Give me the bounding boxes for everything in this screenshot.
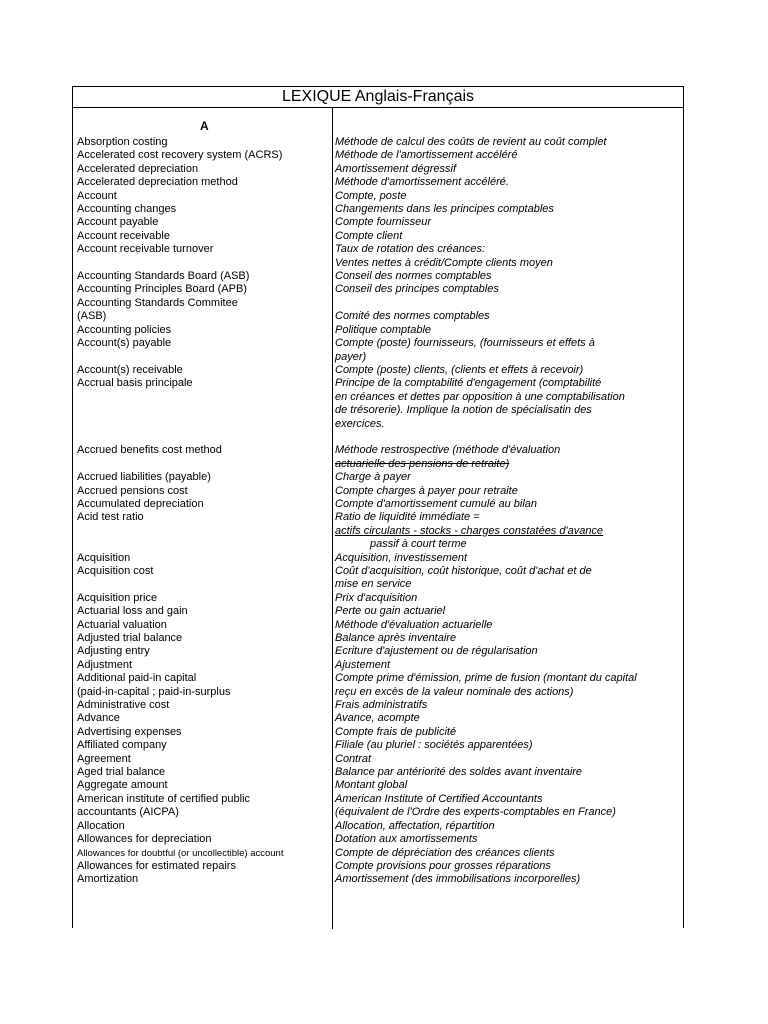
french-translation-line: actifs circulants - stocks - charges constatées d'avance xyxy=(335,524,604,537)
lexicon-entry xyxy=(73,793,683,820)
french-translation xyxy=(332,726,683,739)
english-term-line: Allowances for doubtful (or uncollectible) account xyxy=(77,847,284,859)
english-term-line: Acquisition cost xyxy=(77,564,154,577)
english-term xyxy=(73,337,332,364)
french-translation-line: Changements dans les principes comptables xyxy=(335,203,554,216)
english-term xyxy=(73,632,332,645)
french-translation-line: en créances et dettes par opposition à une comptabilisation xyxy=(335,390,625,403)
english-term xyxy=(73,833,332,846)
french-translation xyxy=(332,190,683,203)
french-translation xyxy=(332,712,683,725)
english-term xyxy=(73,230,332,243)
english-term-line: Allowances for estimated repairs xyxy=(77,859,236,872)
english-term-line xyxy=(77,404,332,417)
english-term-line: Acquisition price xyxy=(77,591,158,604)
english-term-line: Accelerated depreciation method xyxy=(77,176,238,189)
english-term-line: Account xyxy=(77,189,117,202)
french-translation xyxy=(332,592,683,605)
english-term-line: Agreement xyxy=(77,752,131,765)
lexicon-entry xyxy=(73,779,683,792)
english-term xyxy=(73,726,332,739)
english-term xyxy=(73,190,332,203)
lexicon-entry xyxy=(73,847,683,860)
english-term xyxy=(73,243,332,270)
entry-list xyxy=(73,136,683,887)
english-term-line xyxy=(77,458,332,471)
lexicon-entry xyxy=(73,605,683,618)
lexicon-entry xyxy=(73,176,683,189)
french-translation-line: Balance après inventaire xyxy=(335,632,457,645)
french-translation-line: Compte charges à payer pour retraite xyxy=(335,484,518,497)
french-translation-line: Charge à payer xyxy=(335,471,411,484)
french-translation-line: Perte ou gain actuariel xyxy=(335,605,446,618)
lexicon-entry xyxy=(73,136,683,149)
lexicon-entry xyxy=(73,324,683,337)
lexicon-entry xyxy=(73,833,683,846)
english-term-line: Acid test ratio xyxy=(77,511,144,524)
lexicon-entry xyxy=(73,726,683,739)
english-term xyxy=(73,565,332,592)
french-translation xyxy=(332,498,683,511)
english-term-line: Accelerated depreciation xyxy=(77,162,199,175)
french-translation-line: Avance, acompte xyxy=(335,712,420,725)
english-term-line: Account payable xyxy=(77,216,159,229)
french-translation-line: Acquisition, investissement xyxy=(335,551,468,564)
english-term-line: American institute of certified public xyxy=(77,792,251,805)
french-translation-line: Conseil des principes comptables xyxy=(335,283,499,296)
french-translation xyxy=(332,873,683,886)
french-translation-line: Comité des normes comptables xyxy=(335,310,490,323)
lexicon-entry xyxy=(73,699,683,712)
french-translation-line: Prix d'acquisition xyxy=(335,591,418,604)
english-term xyxy=(73,552,332,565)
lexicon-entry xyxy=(73,163,683,176)
english-term-line: Accounting changes xyxy=(77,203,177,216)
english-term xyxy=(73,779,332,792)
french-translation xyxy=(332,324,683,337)
french-translation xyxy=(332,779,683,792)
english-term xyxy=(73,659,332,672)
french-translation-line: Amortissement (des immobilisations incorporelles) xyxy=(335,873,581,886)
lexicon-entry xyxy=(73,712,683,725)
english-term-line: Account receivable xyxy=(77,229,170,242)
english-term-line: Acquisition xyxy=(77,551,131,564)
english-term-line: Amortization xyxy=(77,873,139,886)
english-term-line: Accounting Standards Board (ASB) xyxy=(77,270,250,283)
english-term xyxy=(73,163,332,176)
english-term-line: Accrued benefits cost method xyxy=(77,444,222,457)
lexicon-table xyxy=(72,86,684,928)
english-term xyxy=(73,672,332,699)
french-translation-line: Compte d'amortissement cumulé au bilan xyxy=(335,497,538,510)
french-translation xyxy=(332,552,683,565)
english-term-line: Accrual basis principale xyxy=(77,377,193,390)
french-translation xyxy=(332,632,683,645)
english-term-line: Advertising expenses xyxy=(77,725,182,738)
french-translation-line: Filiale (au pluriel : sociétés apparentées) xyxy=(335,739,533,752)
english-term-line xyxy=(77,578,332,591)
french-translation xyxy=(332,847,683,860)
french-translation-line: actuarielle des pensions de retraite) xyxy=(335,457,510,470)
french-translation-line: Compte frais de publicité xyxy=(335,725,457,738)
lexicon-entry xyxy=(73,283,683,296)
french-translation-line: Ventes nettes à crédit/Compte clients moyen xyxy=(335,256,553,269)
english-term-line: Aged trial balance xyxy=(77,766,166,779)
lexicon-entry xyxy=(73,337,683,364)
lexicon-entry xyxy=(73,820,683,833)
french-translation-line: payer) xyxy=(335,350,367,363)
english-term xyxy=(73,860,332,873)
english-term-line xyxy=(77,538,332,551)
french-translation-line: de trésorerie). Implique la notion de spécialisatin des xyxy=(335,404,592,417)
english-term-line: Adjustment xyxy=(77,658,133,671)
lexicon-entry xyxy=(73,297,683,324)
french-translation xyxy=(332,753,683,766)
french-translation-line: reçu en excès de la valeur nominale des actions) xyxy=(335,685,574,698)
french-translation xyxy=(332,565,683,592)
english-term xyxy=(73,377,332,431)
french-translation-line: Compte prime d'émission, prime de fusion (montant du capital xyxy=(335,672,637,685)
french-translation-line: Ratio de liquidité immédiate = xyxy=(335,511,480,524)
lexicon-entry xyxy=(73,364,683,377)
french-translation-line: Amortissement dégressif xyxy=(335,162,457,175)
french-translation-line: Politique comptable xyxy=(335,323,432,336)
english-term-line: Actuarial valuation xyxy=(77,618,167,631)
lexicon-entry xyxy=(73,444,683,471)
english-term-line xyxy=(77,351,332,364)
lexicon-entry xyxy=(73,471,683,484)
french-translation xyxy=(332,149,683,162)
french-translation xyxy=(332,672,683,699)
english-term xyxy=(73,645,332,658)
english-term-line: Advance xyxy=(77,712,120,725)
english-term xyxy=(73,324,332,337)
english-term-line: Adjusted trial balance xyxy=(77,632,183,645)
french-translation xyxy=(332,739,683,752)
english-term-line: Allocation xyxy=(77,819,125,832)
lexicon-entry xyxy=(73,377,683,431)
lexicon-entry xyxy=(73,498,683,511)
english-term xyxy=(73,739,332,752)
french-translation xyxy=(332,176,683,189)
english-term-line: Absorption costing xyxy=(77,136,168,148)
french-translation xyxy=(332,766,683,779)
french-translation xyxy=(332,645,683,658)
french-translation xyxy=(332,485,683,498)
french-translation xyxy=(332,511,683,551)
english-term-line: Actuarial loss and gain xyxy=(77,605,188,618)
french-translation xyxy=(332,820,683,833)
english-term-line: Accelerated cost recovery system (ACRS) xyxy=(77,149,283,162)
french-translation xyxy=(332,471,683,484)
french-translation-line: exercices. xyxy=(335,417,385,430)
french-translation-line: Méthode d'évaluation actuarielle xyxy=(335,618,493,631)
french-translation-line: Balance par antériorité des soldes avant inventaire xyxy=(335,766,583,779)
english-term-line: Adjusting entry xyxy=(77,645,150,658)
lexicon-entry xyxy=(73,216,683,229)
english-term xyxy=(73,619,332,632)
lexicon-entry xyxy=(73,149,683,162)
english-term xyxy=(73,699,332,712)
page-title: LEXIQUE Anglais-Français xyxy=(73,87,683,108)
french-translation-line: Méthode restrospective (méthode d'évaluation xyxy=(335,444,561,457)
french-translation-line: American Institute of Certified Accountants xyxy=(335,792,543,805)
french-translation xyxy=(332,203,683,216)
french-translation-line: Compte fournisseur xyxy=(335,216,431,229)
english-term-line: Accounting Standards Commitee xyxy=(77,296,238,309)
section-letter: A xyxy=(200,119,209,133)
english-term-line: Affiliated company xyxy=(77,739,167,752)
french-translation-line: Principe de la comptabilité d'engagement (comptabilité xyxy=(335,377,602,390)
french-translation-line: passif à court terme xyxy=(370,538,467,551)
english-term xyxy=(73,753,332,766)
french-translation xyxy=(332,337,683,364)
french-translation xyxy=(332,230,683,243)
english-term-line xyxy=(77,391,332,404)
french-translation-line: Taux de rotation des créances: xyxy=(335,243,486,256)
french-translation-line: Frais administratifs xyxy=(335,699,428,712)
french-translation xyxy=(332,270,683,283)
lexicon-entry xyxy=(73,645,683,658)
english-term-line: Accounting policies xyxy=(77,323,172,336)
french-translation xyxy=(332,216,683,229)
lexicon-entry xyxy=(73,632,683,645)
english-term xyxy=(73,511,332,551)
english-term-line: Accumulated depreciation xyxy=(77,497,204,510)
english-term-line xyxy=(77,257,332,270)
english-term xyxy=(73,847,332,860)
english-term xyxy=(73,149,332,162)
lexicon-entry xyxy=(73,552,683,565)
english-term xyxy=(73,712,332,725)
french-translation xyxy=(332,444,683,471)
english-term-line: Account(s) receivable xyxy=(77,363,183,376)
lexicon-entry xyxy=(73,873,683,886)
lexicon-entry xyxy=(73,619,683,632)
english-term xyxy=(73,605,332,618)
english-term-line: Accrued liabilities (payable) xyxy=(77,471,211,484)
lexicon-entry xyxy=(73,766,683,779)
lexicon-entry xyxy=(73,511,683,551)
french-translation-line: (équivalent de l'Ordre des experts-comptables en France) xyxy=(335,806,616,819)
english-term xyxy=(73,471,332,484)
french-translation xyxy=(332,243,683,270)
english-term-line: (ASB) xyxy=(77,310,107,323)
french-translation xyxy=(332,163,683,176)
french-translation-line: Ajustement xyxy=(335,658,391,671)
lexicon-entry xyxy=(73,592,683,605)
english-term-line: Accounting Principles Board (APB) xyxy=(77,283,247,296)
lexicon-entry xyxy=(73,672,683,699)
french-translation-line: Compte provisions pour grosses réparations xyxy=(335,859,551,872)
french-translation-line: Allocation, affectation, répartition xyxy=(335,819,495,832)
english-term xyxy=(73,873,332,886)
english-term xyxy=(73,793,332,820)
english-term-line xyxy=(77,525,332,538)
french-translation-line: Compte de dépréciation des créances clients xyxy=(335,846,555,859)
french-translation xyxy=(332,297,683,324)
english-term-line: Aggregate amount xyxy=(77,779,168,792)
english-term xyxy=(73,216,332,229)
french-translation-line: Compte client xyxy=(335,229,403,242)
french-translation xyxy=(332,605,683,618)
english-term-line xyxy=(77,418,332,431)
english-term xyxy=(73,485,332,498)
english-term-line: accountants (AICPA) xyxy=(77,806,179,819)
english-term xyxy=(73,283,332,296)
lexicon-entry xyxy=(73,485,683,498)
french-translation-line xyxy=(335,297,683,310)
english-term xyxy=(73,444,332,471)
french-translation-line: Méthode de l'amortissement accéléré xyxy=(335,149,518,162)
french-translation xyxy=(332,793,683,820)
lexicon-entry xyxy=(73,243,683,270)
lexicon-entry xyxy=(73,753,683,766)
english-term-line: (paid-in-capital ; paid-in-surplus xyxy=(77,685,231,698)
lexicon-entry xyxy=(73,230,683,243)
english-term-line: Accrued pensions cost xyxy=(77,484,188,497)
english-term-line: Administrative cost xyxy=(77,699,170,712)
french-translation xyxy=(332,136,683,149)
french-translation xyxy=(332,364,683,377)
french-translation xyxy=(332,377,683,431)
lexicon-entry xyxy=(73,739,683,752)
french-translation-line: Contrat xyxy=(335,752,372,765)
french-translation xyxy=(332,283,683,296)
english-term xyxy=(73,498,332,511)
french-translation-line: Coût d'acquisition, coût historique, coût d'achat et de xyxy=(335,564,592,577)
french-translation xyxy=(332,659,683,672)
french-translation xyxy=(332,860,683,873)
french-translation-line: Compte, poste xyxy=(335,189,407,202)
french-translation-line: Montant global xyxy=(335,779,408,792)
english-term xyxy=(73,176,332,189)
english-term xyxy=(73,270,332,283)
english-term xyxy=(73,766,332,779)
english-term-line: Additional paid-in capital xyxy=(77,672,197,685)
french-translation-line: Méthode de calcul des coûts de revient au coût complet xyxy=(335,136,607,148)
spacer xyxy=(73,431,683,444)
english-term xyxy=(73,297,332,324)
french-translation-line: Ecriture d'ajustement ou de régularisation xyxy=(335,645,538,658)
english-term xyxy=(73,203,332,216)
lexicon-entry xyxy=(73,565,683,592)
english-term xyxy=(73,364,332,377)
french-translation-line: Méthode d'amortissement accéléré. xyxy=(335,176,509,189)
english-term-line: Account(s) payable xyxy=(77,337,172,350)
lexicon-entry xyxy=(73,659,683,672)
lexicon-entry xyxy=(73,203,683,216)
french-translation-line: Conseil des normes comptables xyxy=(335,270,492,283)
english-term xyxy=(73,592,332,605)
english-term xyxy=(73,136,332,149)
lexicon-entry xyxy=(73,860,683,873)
french-translation-line: Dotation aux amortissements xyxy=(335,833,478,846)
french-translation-line: Compte (poste) clients, (clients et effets à recevoir) xyxy=(335,363,584,376)
french-translation xyxy=(332,699,683,712)
french-translation xyxy=(332,619,683,632)
english-term-line: Account receivable turnover xyxy=(77,243,214,256)
lexicon-entry xyxy=(73,190,683,203)
english-term xyxy=(73,820,332,833)
french-translation-line: Compte (poste) fournisseurs, (fournisseurs et effets à xyxy=(335,337,595,350)
lexicon-entry xyxy=(73,270,683,283)
english-term-line: Allowances for depreciation xyxy=(77,833,212,846)
french-translation xyxy=(332,833,683,846)
french-translation-line: mise en service xyxy=(335,578,412,591)
